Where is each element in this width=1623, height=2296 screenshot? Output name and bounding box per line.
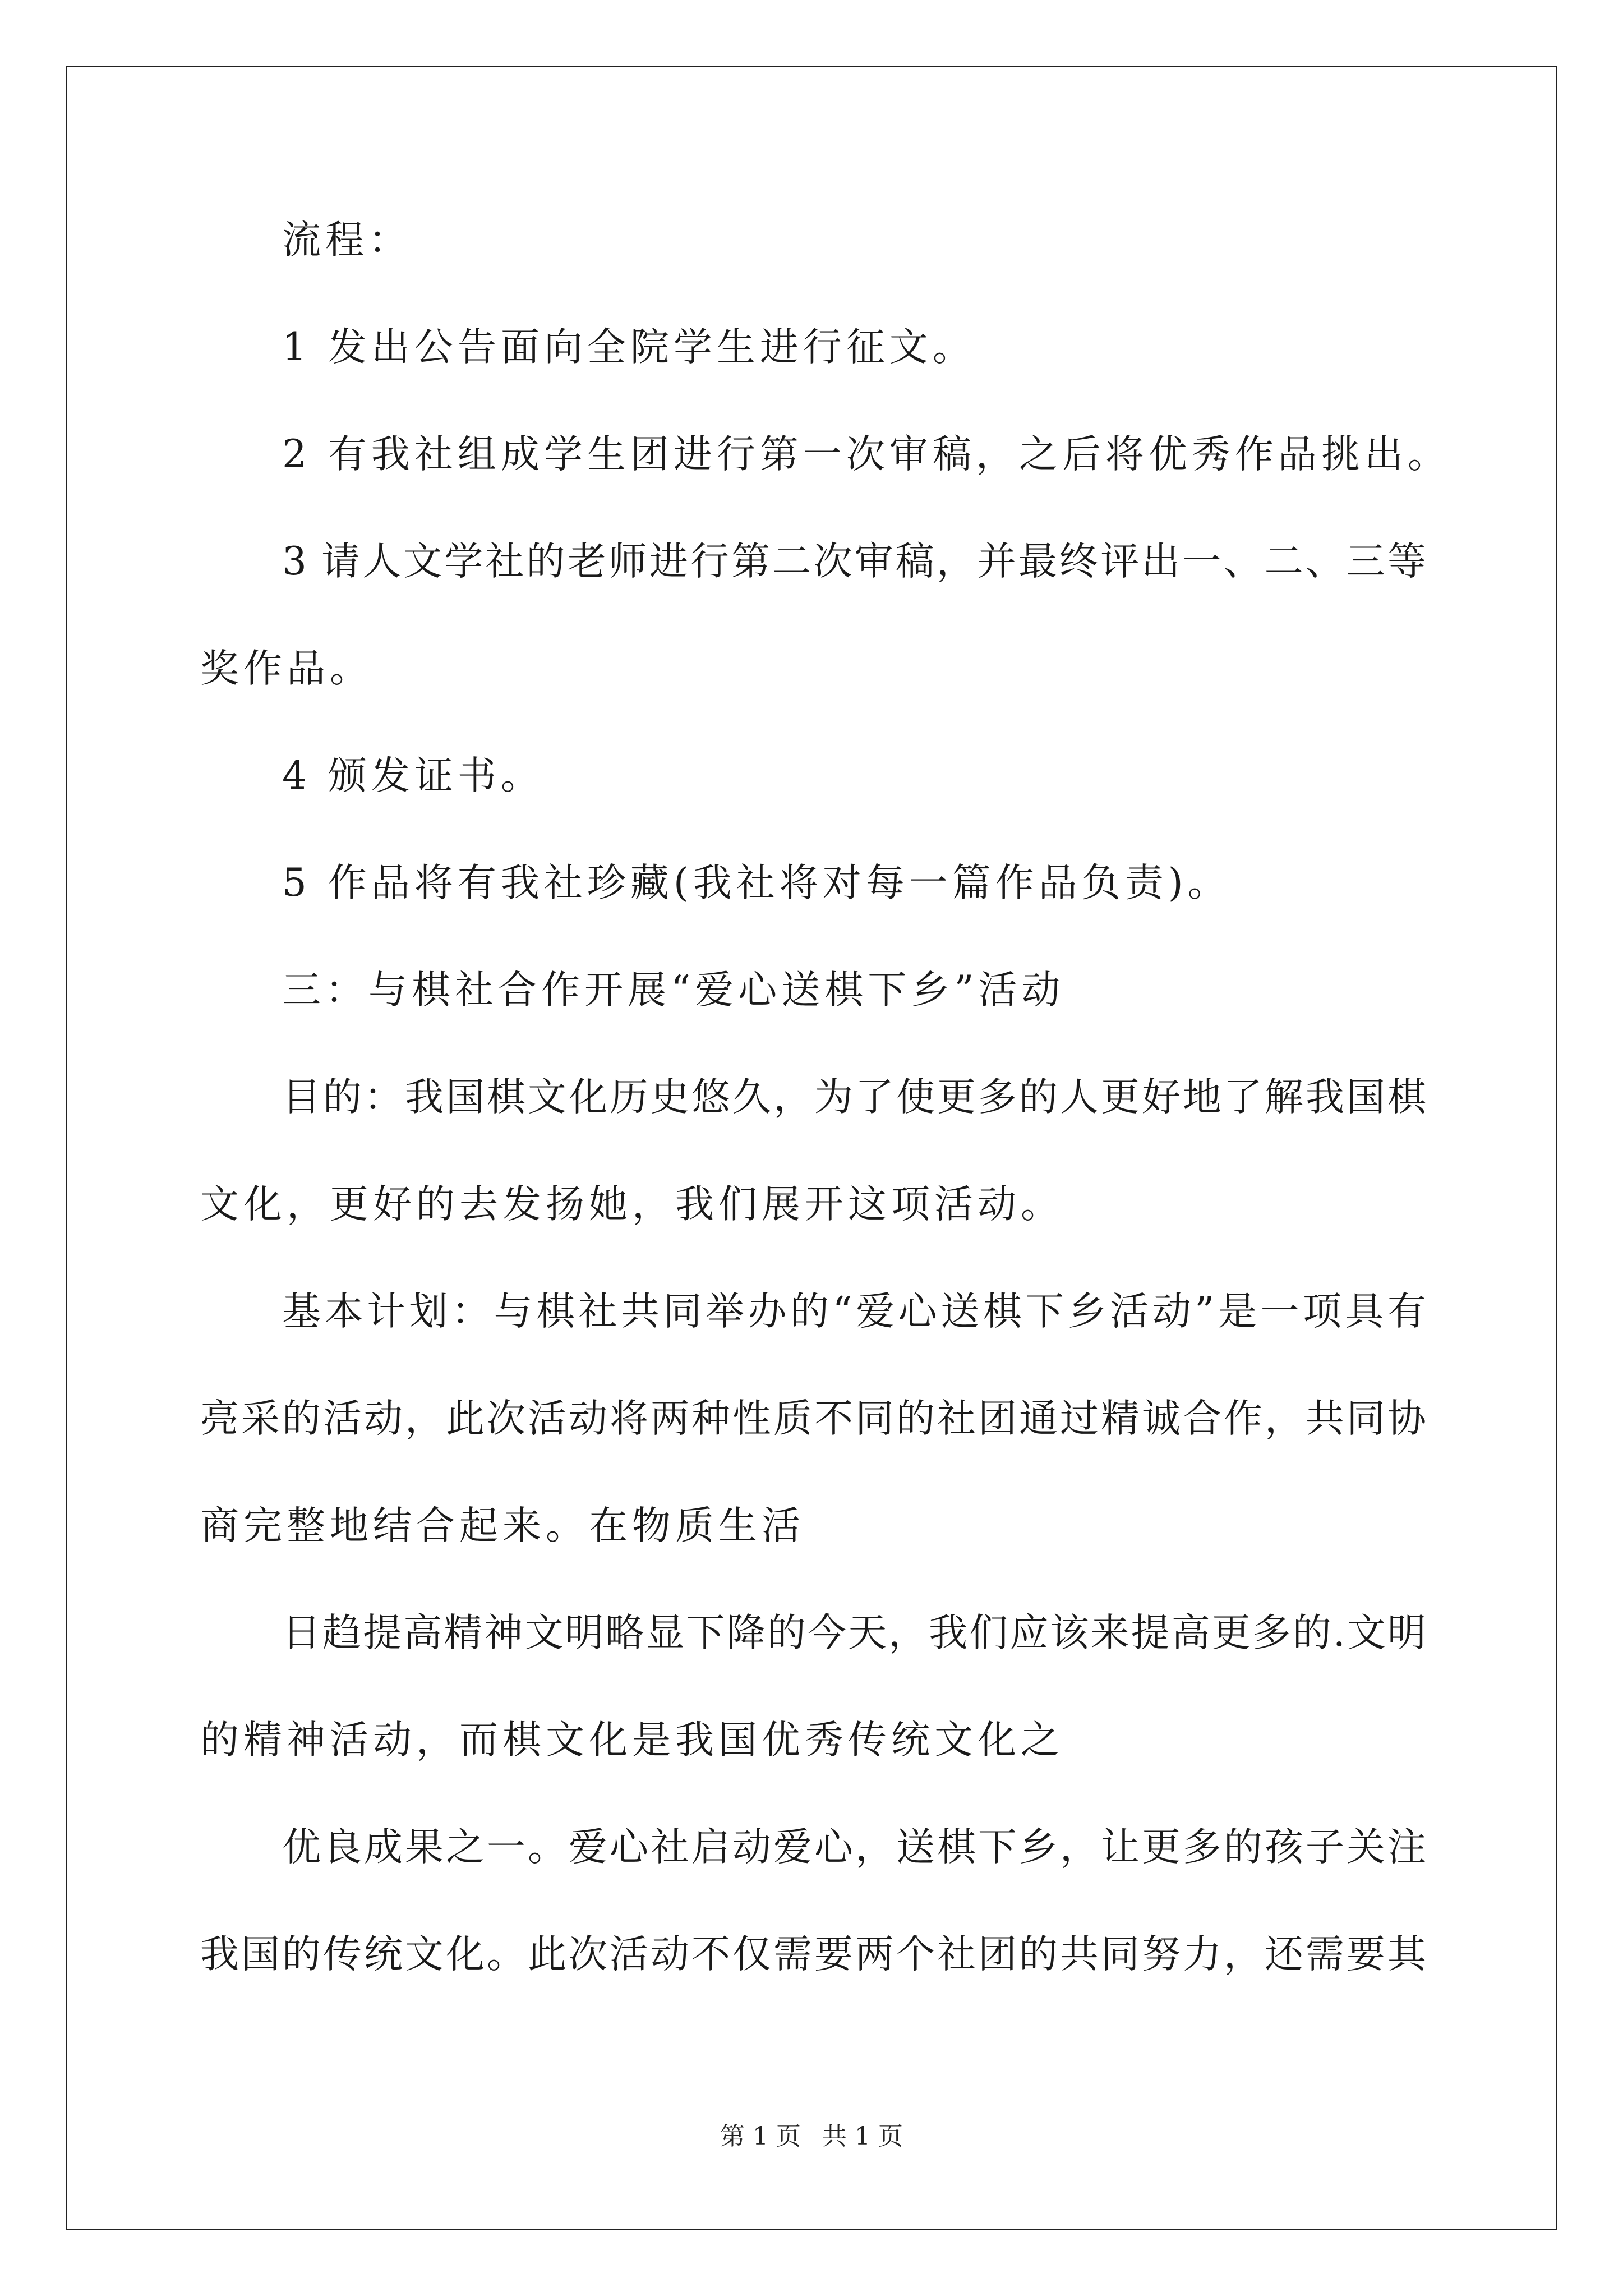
paragraph-line: 奖作品。: [200, 646, 373, 691]
paragraph-line: 商完整地结合起来。在物质生活: [200, 1503, 805, 1548]
paragraph-line: 5 作品将有我社珍藏(我社将对每一篇作品负责)。: [282, 861, 1231, 905]
paragraph-line: 4 颁发证书。: [282, 753, 544, 798]
paragraph-line: 流程：: [282, 218, 412, 263]
paragraph-line: 日趋提高精神文明略显下降的今天，我们应该来提高更多的.文明: [282, 1611, 1426, 1655]
page-number-total: 共 1 页: [822, 2122, 903, 2151]
paragraph-line: 文化，更好的去发扬她，我们展开这项活动。: [200, 1182, 1064, 1227]
paragraph-line: 2 有我社组成学生团进行第一次审稿，之后将优秀作品挑出。: [282, 432, 1451, 477]
paragraph-line: 1 发出公告面向全院学生进行征文。: [282, 325, 976, 370]
paragraph-line: 三：与棋社合作开展“爱心送棋下乡”活动: [282, 968, 1065, 1013]
paragraph-line: 基本计划：与棋社共同举办的“爱心送棋下乡活动”是一项具有: [282, 1289, 1426, 1334]
page-number-current: 第 1 页: [720, 2122, 801, 2151]
paragraph-line: 3 请人文学社的老师进行第二次审稿，并最终评出一、二、三等: [282, 539, 1426, 584]
paragraph-line: 优良成果之一。爱心社启动爱心，送棋下乡，让更多的孩子关注: [282, 1825, 1426, 1870]
paragraph-line: 我国的传统文化。此次活动不仅需要两个社团的共同努力，还需要其: [200, 1932, 1426, 1977]
paragraph-line: 亮采的活动，此次活动将两种性质不同的社团通过精诚合作，共同协: [200, 1396, 1426, 1441]
page-border: [66, 66, 1557, 2230]
paragraph-line: 目的：我国棋文化历史悠久，为了使更多的人更好地了解我国棋: [282, 1075, 1426, 1120]
paragraph-line: 的精神活动，而棋文化是我国优秀传统文化之: [200, 1718, 1064, 1763]
page-footer: [0, 2120, 1623, 2154]
